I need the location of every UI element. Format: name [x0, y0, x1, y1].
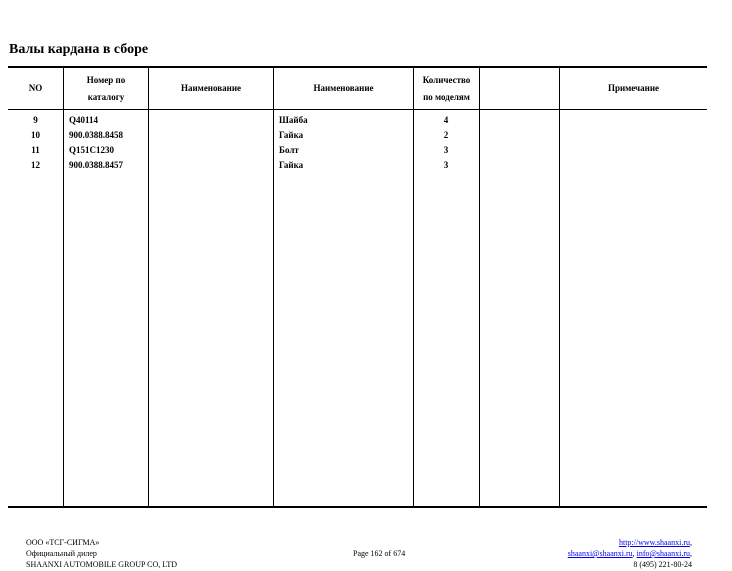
cell-qty: 2 [443, 130, 449, 140]
page-number: Page 162 of 674 [353, 549, 406, 558]
punct: , [690, 538, 692, 547]
header-quantity-line2: по моделям [423, 91, 470, 102]
footer-email-line [568, 548, 692, 559]
cell-no: 9 [33, 115, 38, 125]
email-link-shaanxi[interactable]: shaanxi@shaanxi.ru [567, 549, 633, 558]
footer-company-block [26, 537, 177, 570]
footer-contacts [568, 537, 692, 570]
footer-website-line [568, 537, 692, 548]
header-catalog-line2: каталогу [87, 91, 125, 102]
cell-no: 10 [31, 130, 40, 140]
header-no: NO [28, 83, 43, 93]
footer-dealer: Официальный дилер [26, 549, 97, 558]
cell-name: Гайка [279, 130, 304, 140]
cell-name: Гайка [279, 160, 304, 170]
footer-group: SHAANXI AUTOMOBILE GROUP CO, LTD [26, 560, 178, 569]
cell-catalog: Q151C1230 [69, 145, 114, 155]
parts-table [8, 66, 707, 508]
cell-catalog: Q40114 [69, 115, 99, 125]
punct: , [632, 549, 637, 558]
table-row [8, 113, 707, 128]
table-row [8, 158, 707, 173]
cell-qty: 3 [443, 160, 449, 170]
website-link[interactable]: http://www.shaanxi.ru [618, 538, 690, 547]
footer-phone: 8 (495) 221-80-24 [633, 560, 692, 569]
cell-no: 11 [31, 145, 40, 155]
email-link-info[interactable]: info@shaanxi.ru [636, 549, 690, 558]
header-name-1: Наименование [181, 83, 241, 93]
cell-catalog: 900.0388.8457 [69, 160, 123, 170]
header-name-2: Наименование [313, 83, 374, 93]
cell-qty: 4 [443, 115, 449, 125]
punct: , [690, 549, 692, 558]
cell-catalog: 900.0388.8458 [69, 130, 123, 140]
header-catalog [64, 68, 148, 109]
header-quantity [414, 68, 479, 109]
cell-name: Болт [279, 145, 299, 155]
cell-qty: 3 [443, 145, 449, 155]
cell-no: 12 [31, 160, 40, 170]
header-divider [8, 109, 707, 110]
footer-company: ООО «ТСГ-СИГМА» [26, 538, 100, 547]
header-quantity-line1: Количество [422, 74, 471, 85]
header-note: Примечание [607, 83, 660, 93]
table-row [8, 128, 707, 143]
table-row [8, 143, 707, 158]
header-catalog-line1: Номер по [86, 74, 126, 85]
page-title: Валы кардана в сборе [9, 42, 149, 57]
header-blank [480, 68, 559, 109]
cell-name: Шайба [279, 115, 308, 125]
